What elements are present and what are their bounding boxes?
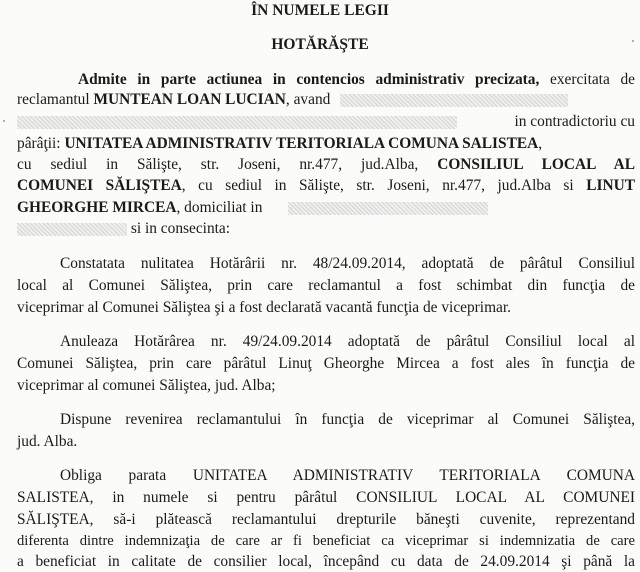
redacted-block bbox=[340, 94, 568, 107]
p4-line2: jud. Alba. bbox=[17, 433, 78, 450]
p1-line6-bold2: LINUT bbox=[586, 177, 635, 194]
scan-speck bbox=[3, 120, 5, 122]
p3-line3: viceprimar al comunei Săliştea, jud. Alba; bbox=[17, 377, 276, 394]
p1-line2-b: , avand bbox=[285, 91, 331, 108]
p1-line5 bbox=[17, 155, 635, 175]
p1-line5-a: cu sediul in Sălişte, str. Joseni, nr.477, jud.Alba, bbox=[17, 156, 438, 173]
p1-line6-b: , cu sediul in Sălişte, str. Joseni, nr.477, jud.Alba si bbox=[181, 177, 587, 194]
p5-line3: SĂLIŞTEA, să-i plătească reclamantului drepturile băneşti cuvenite, reprezentand bbox=[17, 511, 635, 528]
p1-line4-a: pârâţii: bbox=[17, 135, 65, 152]
p1-line4-b: , bbox=[538, 135, 543, 152]
p5-line5: a beneficiat in calitate de consilier local, începând cu data de 24.09.2014 şi până la bbox=[17, 553, 635, 570]
p1-line1 bbox=[78, 70, 635, 90]
p1-line7-b: , domiciliat in bbox=[176, 199, 263, 216]
p1-line8-text: si in consecinta: bbox=[130, 220, 231, 237]
p1-line2 bbox=[17, 90, 568, 110]
p1-line6-bold: COMUNEI SĂLIŞTEA bbox=[17, 177, 182, 194]
p1-line3 bbox=[17, 112, 635, 132]
redacted-block bbox=[17, 116, 457, 129]
plaintiff-name: MUNTEAN LOAN LUCIAN bbox=[93, 91, 286, 108]
heading-hotaraste: HOTĂRĂŞTE bbox=[271, 36, 369, 53]
p2-line3: viceprimar al Comunei Săliştea şi a fost declarată vacantă funcţia de viceprimar. bbox=[17, 299, 512, 316]
p5-line1: Obliga parata UNITATEA ADMINISTRATIV TERITORIALA COMUNA bbox=[60, 467, 635, 484]
p1-line6 bbox=[17, 176, 635, 196]
defendant-uat: UNITATEA ADMINISTRATIV TERITORIALA COMUNA SALISTEA bbox=[64, 135, 539, 152]
p1-line7 bbox=[17, 198, 488, 218]
p1-line1-rest: exercitata de bbox=[539, 71, 635, 88]
p3-line2: Comunei Săliştea, prin care pârâtul Linuţ Gheorghe Mircea a fost ales în funcţia de bbox=[17, 355, 635, 372]
redacted-block bbox=[17, 223, 127, 236]
p1-line5-bold: CONSILIUL LOCAL AL bbox=[437, 156, 635, 173]
p1-line1-bold: Admite in parte actiunea in contencios administrativ precizata, bbox=[78, 71, 540, 88]
p1-line3-text: in contradictoriu cu bbox=[514, 113, 635, 130]
scan-speck bbox=[632, 40, 634, 42]
p1-line4 bbox=[17, 134, 542, 154]
redacted-block bbox=[288, 202, 488, 215]
p2-line1: Constatata nulitatea Hotărârii nr. 48/24.09.2014, adoptată de pârâtul Consiliul bbox=[60, 255, 635, 272]
p2-line2: local al Comunei Săliştea, prin care reclamantul a fost schimbat din funcţia de bbox=[17, 277, 635, 294]
p1-line8 bbox=[17, 219, 230, 239]
p3-line1: Anuleaza Hotărârea nr. 49/24.09.2014 adoptată de pârâtul Consiliul local al bbox=[60, 333, 635, 350]
p1-line7-bold: GHEORGHE MIRCEA bbox=[17, 199, 177, 216]
p4-line1: Dispune revenirea reclamantului în funcţia de viceprimar al Comunei Săliştea, bbox=[60, 411, 635, 428]
p1-line2-a: reclamantul bbox=[17, 91, 94, 108]
heading-in-numele-legii: ÎN NUMELE LEGII bbox=[251, 2, 389, 19]
p5-line4: diferenta dintre indemnizaţia de care ar fi beneficiat ca viceprimar si indemnizatia de care bbox=[17, 533, 635, 549]
p5-line2: SALISTEA, in numele si pentru pârâtul CONSILIUL LOCAL AL COMUNEI bbox=[17, 489, 635, 506]
